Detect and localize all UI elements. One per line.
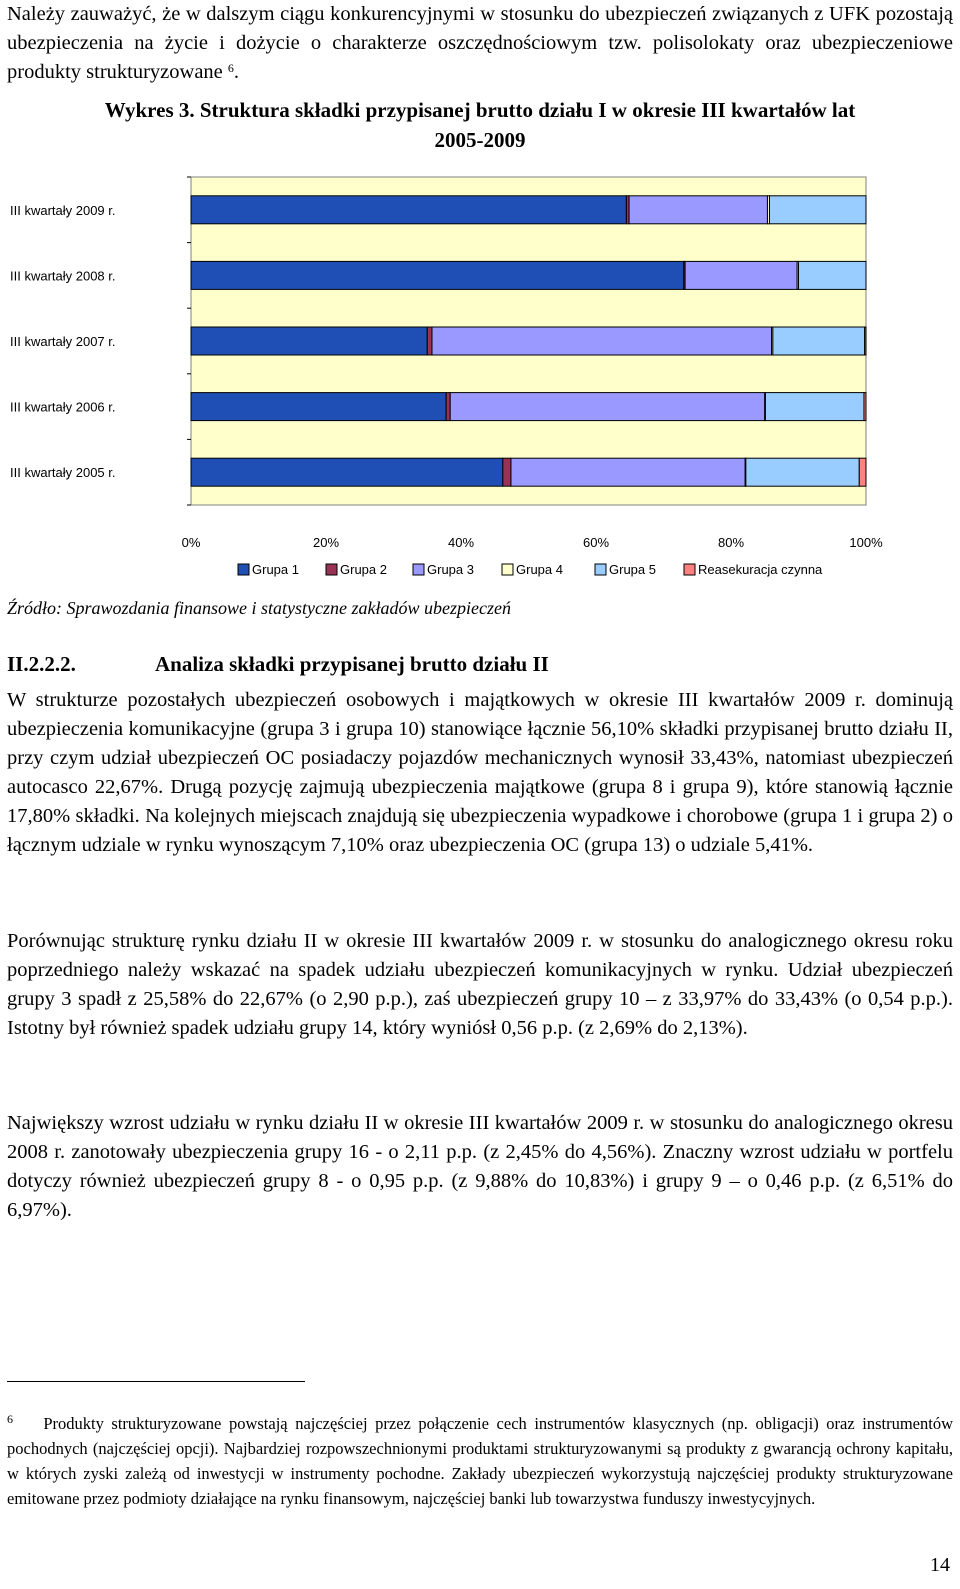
x-tick-label: 40% bbox=[447, 535, 475, 550]
legend-label: Grupa 4 bbox=[516, 562, 563, 577]
legend-swatch bbox=[595, 564, 606, 575]
chart-title-line1: Wykres 3. Struktura składki przypisanej brutto działu I w okresie III kwartałów lat bbox=[104, 98, 856, 122]
intro-paragraph bbox=[7, 0, 953, 87]
bar-segment-3-row-4 bbox=[450, 393, 765, 421]
legend-swatch bbox=[238, 564, 249, 575]
chart-title bbox=[0, 95, 960, 155]
legend-label: Reasekuracja czynna bbox=[698, 562, 823, 577]
x-tick-label: 80% bbox=[717, 535, 745, 550]
footnote-text: Produkty strukturyzowane powstają najczęściej przez połączenie cech instrumentów klasycznych (np. obligacji) oraz instrumentów pochodnych (najczęściej opcji). Najbardziej rozpowszechnionymi produktami strukturyzowanymi są produkty z gwarancją ochrony kapitału, w których zyski zależą od inwestycji w instrumenty pochodne. Zakłady ubezpieczeń wykorzystują najczęściej produkty strukturyzowane emitowane przez podmioty działające na rynku finansowym, najczęściej banki lub towarzystwa funduszy inwestycyjnych. bbox=[7, 1414, 954, 1508]
bar-segment-1-row-4 bbox=[191, 393, 446, 421]
x-tick-label: 0% bbox=[181, 535, 201, 550]
legend-swatch bbox=[502, 564, 513, 575]
chart-title-line2: 2005-2009 bbox=[434, 128, 526, 152]
category-label: III kwartały 2006 r. bbox=[10, 399, 116, 415]
stacked-bar-chart bbox=[0, 160, 960, 592]
bar-segment-3-row-1 bbox=[629, 196, 767, 224]
legend-swatch bbox=[413, 564, 424, 575]
section-title: Analiza składki przypisanej brutto działu II bbox=[155, 652, 549, 676]
page-number: 14 bbox=[930, 1554, 950, 1576]
category-label: III kwartały 2008 r. bbox=[10, 268, 116, 284]
bar-segment-2-row-3 bbox=[427, 327, 432, 355]
footnote-rule bbox=[7, 1381, 305, 1382]
paragraph-3: Największy wzrost udziału w rynku działu II w okresie III kwartałów 2009 r. w stosunku do analogicznego okresu 2008 r. zanotowały ubezpieczenia grupy 16 - o 2,11 p.p. (z 2,45% do 4,56%). Znaczny wzrost udziału w portfelu dotyczy również ubezpieczeń grupy 8 - o 0,95 p.p. (z 9,88% do 10,83%) i grupy 9 – o 0,46 p.p. (z 6,51% do 6,97%). bbox=[7, 1112, 953, 1221]
legend-swatch bbox=[684, 564, 695, 575]
bar-segment-3-row-2 bbox=[685, 261, 797, 289]
bar-segment-5-row-3 bbox=[773, 327, 865, 355]
bar-segment-6-row-4 bbox=[864, 393, 866, 421]
source-note: Źródło: Sprawozdania finansowe i statystyczne zakładów ubezpieczeń bbox=[7, 598, 511, 618]
legend-swatch bbox=[326, 564, 337, 575]
intro-tail: . bbox=[233, 61, 240, 83]
x-tick-label: 100% bbox=[849, 535, 883, 550]
bar-segment-2-row-4 bbox=[446, 393, 450, 421]
footnote bbox=[7, 1411, 953, 1511]
footnote-number: 6 bbox=[7, 1412, 13, 1426]
bar-segment-5-row-1 bbox=[769, 196, 866, 224]
x-tick-label: 60% bbox=[582, 535, 610, 550]
bar-segment-5-row-4 bbox=[765, 393, 864, 421]
bar-segment-6-row-5 bbox=[859, 458, 866, 486]
bar-segment-1-row-3 bbox=[191, 327, 427, 355]
bar-segment-1-row-1 bbox=[191, 196, 626, 224]
bar-segment-5-row-2 bbox=[799, 261, 867, 289]
paragraph-1: W strukturze pozostałych ubezpieczeń osobowych i majątkowych w okresie III kwartałów 2009 r. dominują ubezpieczenia komunikacyjne (grupa 3 i grupa 10) stanowiące łącznie 56,10% składki przypisanej brutto działu II, przy czym udział ubezpieczeń OC posiadaczy pojazdów mechanicznych wynosił 33,43%, natomiast ubezpieczeń autocasco 22,67%. Drugą pozycję zajmują ubezpieczenia majątkowe (grupa 8 i grupa 9), które stanowią łącznie 17,80% składki. Na kolejnych miejscach znajdują się ubezpieczenia wypadkowe i chorobowe (grupa 1 i grupa 2) o łącznym udziale w rynku wynoszącym 7,10% oraz ubezpieczenia OC (grupa 13) o udziale 5,41%. bbox=[7, 689, 953, 856]
bar-segment-1-row-2 bbox=[191, 261, 684, 289]
legend-label: Grupa 3 bbox=[427, 562, 474, 577]
category-label: III kwartały 2009 r. bbox=[10, 202, 116, 218]
bar-segment-5-row-5 bbox=[746, 458, 859, 486]
x-tick-label: 20% bbox=[312, 535, 340, 550]
bar-segment-2-row-5 bbox=[503, 458, 511, 486]
section-number: II.2.2.2. bbox=[7, 652, 76, 676]
bar-segment-3-row-5 bbox=[511, 458, 745, 486]
bar-segment-3-row-3 bbox=[432, 327, 772, 355]
legend-label: Grupa 5 bbox=[609, 562, 656, 577]
legend-label: Grupa 1 bbox=[252, 562, 299, 577]
paragraph-2: Porównując strukturę rynku działu II w okresie III kwartałów 2009 r. w stosunku do analogicznego okresu roku poprzedniego należy wskazać na spadek udziału ubezpieczeń komunikacyjnych w rynku. Udział ubezpieczeń grupy 3 spadł z 25,58% do 22,67% (o 2,90 p.p.), zaś ubezpieczeń grupy 10 – z 33,97% do 33,43% (o 0,54 p.p.). Istotny był również spadek udziału grupy 14, który wyniósł 0,56 p.p. (z 2,69% do 2,13%). bbox=[7, 930, 953, 1039]
category-label: III kwartały 2005 r. bbox=[10, 465, 116, 481]
category-label: III kwartały 2007 r. bbox=[10, 334, 116, 349]
legend-label: Grupa 2 bbox=[340, 562, 387, 577]
bar-segment-1-row-5 bbox=[191, 458, 503, 486]
intro-text: Należy zauważyć, że w dalszym ciągu konkurencyjnymi w stosunku do ubezpieczeń związanych z UFK pozostają ubezpieczenia na życie i dożycie o charakterze oszczędnościowym tzw. polisolokaty oraz ubezpieczeniowe produkty strukturyzowane bbox=[7, 3, 953, 83]
bar-segment-6-row-3 bbox=[865, 327, 866, 355]
footnote-ref[interactable]: 6 bbox=[227, 61, 234, 75]
section-heading bbox=[7, 652, 549, 677]
